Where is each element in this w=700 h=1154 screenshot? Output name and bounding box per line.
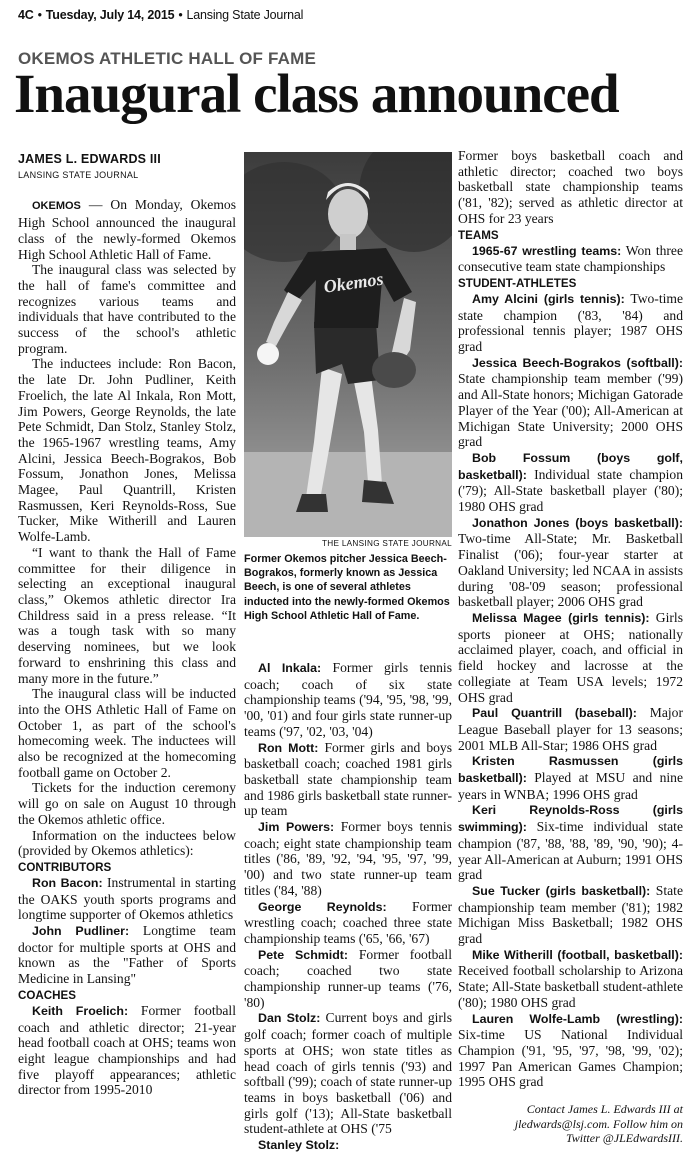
athlete-entry: Mike Witherill (football, basketball): Received football scholarship to Arizona State; All-State basketball student-athlete ('80); 1980 OHS grad (458, 947, 683, 1010)
section-heading-contributors: CONTRIBUTORS (18, 860, 112, 874)
athlete-entry: Paul Quantrill (baseball): Major League Baseball player for 13 seasons; 2001 MLB All-Star; 1986 OHS grad (458, 705, 683, 753)
paragraph-3: The inductees include: Ron Bacon, the late Dr. John Pudliner, Keith Froelich, the late Al Inkala, Ron Mott, Jim Powers, George Reynolds, the late Pete Schmidt, Dan Stolz, Stanley Stolz, the 1965-1967 wrestling teams, Amy Alcini, Jessica Beech-Bograkos, Bob Fossum, Jonathon Jones, Melissa Magee, Paul Quantrill, Kristen Rasmussen, Keri Reynolds-Ross, Sue Tucker, Mike Witherill and Lauren Wolfe-Lamb. (18, 356, 236, 545)
coach-entry: Ron Mott: Former girls and boys basketball coach; coached 1981 girls basketball state championship team and 1986 girls basketball state runner-up team (244, 739, 452, 819)
paragraph-7: Information on the inductees below (provided by Okemos athletics): (18, 827, 236, 859)
photo-illustration (244, 152, 452, 537)
coach-entry: Keith Froelich: Former football coach and athletic director; 21-year head football coach at OHS; teams won eight league championships and had five playoff appearances; athletic director from 1995-2010 (18, 1002, 236, 1098)
author-email: jledwards@lsj.com. Follow him on (514, 1116, 683, 1131)
column-2 (244, 660, 452, 1154)
athlete-entry: Keri Reynolds-Ross (girls swimming): Six-time individual state champion ('87, '88, '88, '89, '90, '90); 4-year All-American at Auburn; 1991 OHS grad (458, 803, 683, 883)
coach-entry: Jim Powers: Former boys tennis coach; eight state championship team titles ('86, '89, '92, '94, '95, '97, '99, '00) and two state runner-up team titles ('84, '88) (244, 819, 452, 898)
athlete-entry: Jessica Beech-Bograkos (softball): State championship team member ('99) and All-State honors; Michigan Gatorade Player of the Year ('00); All-American at Michigan State University; 2000 OHS grad (458, 355, 683, 450)
paragraph-2: The inaugural class was selected by the hall of fame's committee and recognizes various teams and individuals that have contributed to the success of the school's athletic program. (18, 262, 236, 356)
athlete-entry: Lauren Wolfe-Lamb (wrestling): Six-time US National Individual Champion ('91, '95, '97, '98, '99, '02); 1997 Pan American Games Champion; 1995 OHS grad (458, 1011, 683, 1090)
coach-entry: Stanley Stolz: (258, 1138, 340, 1153)
column-1 (18, 152, 236, 1098)
coach-entry: Al Inkala: Former girls tennis coach; coach of six state championship teams ('94, '95, '98, '99, '00, '01) and four girls state runner-up teams ('97, '02, '03, '04) (244, 660, 452, 739)
team-entry: 1965-67 wrestling teams: Won three consecutive team state championships (458, 242, 683, 275)
section-heading-teams: TEAMS (458, 228, 499, 242)
paragraph-1: OKEMOS — On Monday, Okemos High School announced the inaugural class of the newly-formed Okemos High School Athletic Hall of Fame. (18, 197, 236, 262)
coach-entry: Dan Stolz: Current boys and girls golf coach; former coach of multiple sports at OHS; won state titles as head coach of girls tennis ('93) and softball ('99); coach of state runner-up teams in boys basketball ('06) and girls golf ('13); All-State basketball student-athlete at OHS ('75 (244, 1010, 452, 1137)
athlete-entry: Amy Alcini (girls tennis): Two-time state champion ('83, '84) and professional tennis player; 1987 OHS grad (458, 290, 683, 355)
athlete-entry: Jonathon Jones (boys basketball): Two-time All-State; Mr. Basketball Finalist ('06); four-year starter at Oakland University; led NCAA in assists during '08-'09 season; professional basketball player; 2006 OHS grad (458, 515, 683, 610)
byline: JAMES L. EDWARDS III (18, 152, 161, 166)
dateline: OKEMOS (32, 200, 81, 213)
coach-entry: George Reynolds: Former wrestling coach; coached three state championship teams ('65, '66, '67) (244, 898, 453, 946)
athlete-entry: Sue Tucker (girls basketball): State championship team member ('81); 1982 Michigan Miss Basketball; 1982 OHS grad (458, 882, 683, 947)
page-number: 4C (18, 8, 34, 22)
photo-caption: Former Okemos pitcher Jessica Beech-Bograkos, formerly known as Jessica Beech, is one of several athletes inducted into the newly-formed Okemos High School Athletic Hall of Fame. (244, 553, 450, 622)
section-heading-coaches: COACHES (18, 988, 76, 1002)
glove (372, 352, 416, 388)
issue-date: Tuesday, July 14, 2015 (45, 8, 175, 22)
photo-credit: THE LANSING STATE JOURNAL (321, 539, 452, 548)
contributor-entry: Ron Bacon: Instrumental in starting the OAKS youth sports programs and longtime supporter of Okemos athletics (18, 874, 236, 923)
athlete-entry: Melissa Magee (girls tennis): Girls sports pioneer at OHS; nationally acclaimed player, coach, and official in field hockey and lacrosse at the collegiate at Team USA levels; 1972 OHS grad (458, 609, 683, 705)
softball (257, 343, 279, 365)
coach-entry-continued: Former boys basketball coach and athletic director; coached two boys basketball state championship teams ('81, '82); served as athletic director at OHS for 23 years (458, 148, 683, 226)
byline-affiliation: LANSING STATE JOURNAL (18, 169, 139, 180)
softball-pitcher-photo (244, 152, 452, 537)
paragraph-5: The inaugural class will be inducted into the OHS Athletic Hall of Fame on October 1, as part of the school's homecoming week. The inductees will also be recognized at the homecoming football game on October 2. (18, 686, 236, 780)
column-3 (458, 148, 683, 1146)
paragraph-6: Tickets for the induction ceremony will go on sale on August 10 through the Okemos athletic office. (18, 780, 236, 827)
author-contact: Contact James L. Edwards III at jledwards@lsj.com. Follow him on Twitter @JLEdwardsIII. (458, 1102, 683, 1146)
headline: Inaugural class announced (14, 63, 619, 124)
contributor-entry: John Pudliner: Longtime team doctor for multiple sports at OHS and known as the "Father of Sports Medicine in Lansing" (18, 923, 236, 987)
section-heading-student-athletes: STUDENT-ATHLETES (458, 276, 577, 290)
author-twitter: Twitter @JLEdwardsIII. (565, 1131, 683, 1146)
athlete-entry: Bob Fossum (boys golf, basketball): Individual state champion ('79); All-State basketball player ('80); 1980 OHS grad (458, 450, 683, 515)
section-kicker: OKEMOS ATHLETIC HALL OF FAME (18, 49, 317, 68)
athlete-entry: Kristen Rasmussen (girls basketball): Played at MSU and nine years in WNBA; 1996 OHS grad (458, 754, 683, 802)
coach-entry: Pete Schmidt: Former football coach; coached two state championship runner-up teams ('76, '80) (244, 946, 452, 1010)
jersey-lettering: Okemos (322, 268, 385, 297)
paragraph-4: “I want to thank the Hall of Fame committee for their diligence in selecting an exceptional inaugural class,” Okemos athletic director Ira Childress said in a press release. “It was a tough task with so many deserving nominees, but we look forward to enshrining this class and many more in the future.” (18, 544, 236, 686)
folio-line: 4C • Tuesday, July 14, 2015 • Lansing State Journal (18, 8, 304, 22)
paper-name: Lansing State Journal (186, 8, 304, 22)
